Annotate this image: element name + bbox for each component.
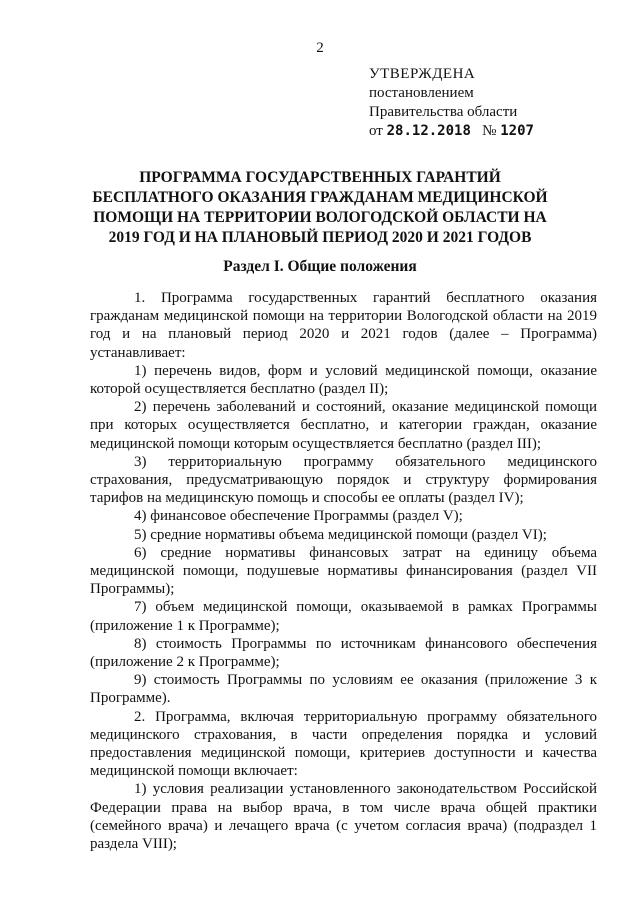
approval-date: 28.12.2018: [386, 123, 471, 139]
approval-line-government: Правительства области: [369, 104, 518, 120]
paragraph: 2) перечень заболеваний и состояний, оказание медицинской помощи при которых осуществляется бесплатно, и категории граждан, оказание медицинской помощи которым осуществляется бесплатно (раздел III);: [90, 399, 597, 452]
page-number: 2: [316, 40, 324, 56]
approval-block: [369, 65, 534, 141]
paragraph: 3) территориальную программу обязательного медицинского страхования, предусматривающую порядок и структуру формирования тарифов на медицинскую помощь и способы ее оплаты (раздел IV);: [90, 453, 597, 507]
section-title: Раздел I. Общие положения: [223, 258, 417, 275]
paragraph: 1) перечень видов, форм и условий медицинской помощи, оказание которой осуществляется бесплатно (раздел II);: [90, 362, 597, 398]
paragraph: 5) средние нормативы объема медицинской помощи (раздел VI);: [134, 526, 547, 543]
paragraph: 4) финансовое обеспечение Программы (раздел V);: [134, 508, 463, 525]
paragraph: 8) стоимость Программы по источникам финансового обеспечения (приложение 2 к Программе);: [90, 635, 597, 671]
paragraph: 7) объем медицинской помощи, оказываемой в рамках Программы (приложение 1 к Программе);: [90, 599, 597, 634]
program-title: ПРОГРАММА ГОСУДАРСТВЕННЫХ ГАРАНТИЙ БЕСПЛАТНОГО ОКАЗАНИЯ ГРАЖДАНАМ МЕДИЦИНСКОЙ ПОМОЩИ НА ТЕРРИТОРИИ ВОЛОГОДСКОЙ ОБЛАСТИ НА 2019 ГОД И НА ПЛАНОВЫЙ ПЕРИОД 2020 И 2021 ГОДОВ: [92, 169, 548, 246]
approval-number: 1207: [500, 123, 534, 139]
paragraph: 1. Программа государственных гарантий бесплатного оказания гражданам медицинской помощи на территории Вологодской области на 2019 год и на плановый период 2020 и 2021 годов (далее – Программа) устанавливает:: [90, 290, 597, 361]
number-prefix: №: [482, 123, 497, 139]
paragraph: 6) средние нормативы финансовых затрат на единицу объема медицинской помощи, подушевые нормативы финансирования (раздел VII Программы);: [90, 544, 597, 598]
paragraph: 2. Программа, включая территориальную программу обязательного медицинского страхования, в части определения порядка и условий предоставления медицинской помощи, критериев доступности и качества медицинской помощи включает:: [90, 708, 597, 780]
paragraph: 1) условия реализации установленного законодательством Российской Федерации права на выбор врача, в том числе врача общей практики (семейного врача) и лечащего врача (с учетом согласия врача) (подраздел 1 раздела VIII);: [90, 781, 597, 853]
approval-date-line: [369, 122, 534, 141]
approval-line-resolution: постановлением: [369, 85, 474, 101]
document-body: [90, 289, 597, 853]
date-prefix: от: [369, 123, 383, 139]
approval-title: УТВЕРЖДЕНА: [369, 66, 476, 82]
paragraph: 9) стоимость Программы по условиям ее оказания (приложение 3 к Программе).: [90, 672, 597, 707]
